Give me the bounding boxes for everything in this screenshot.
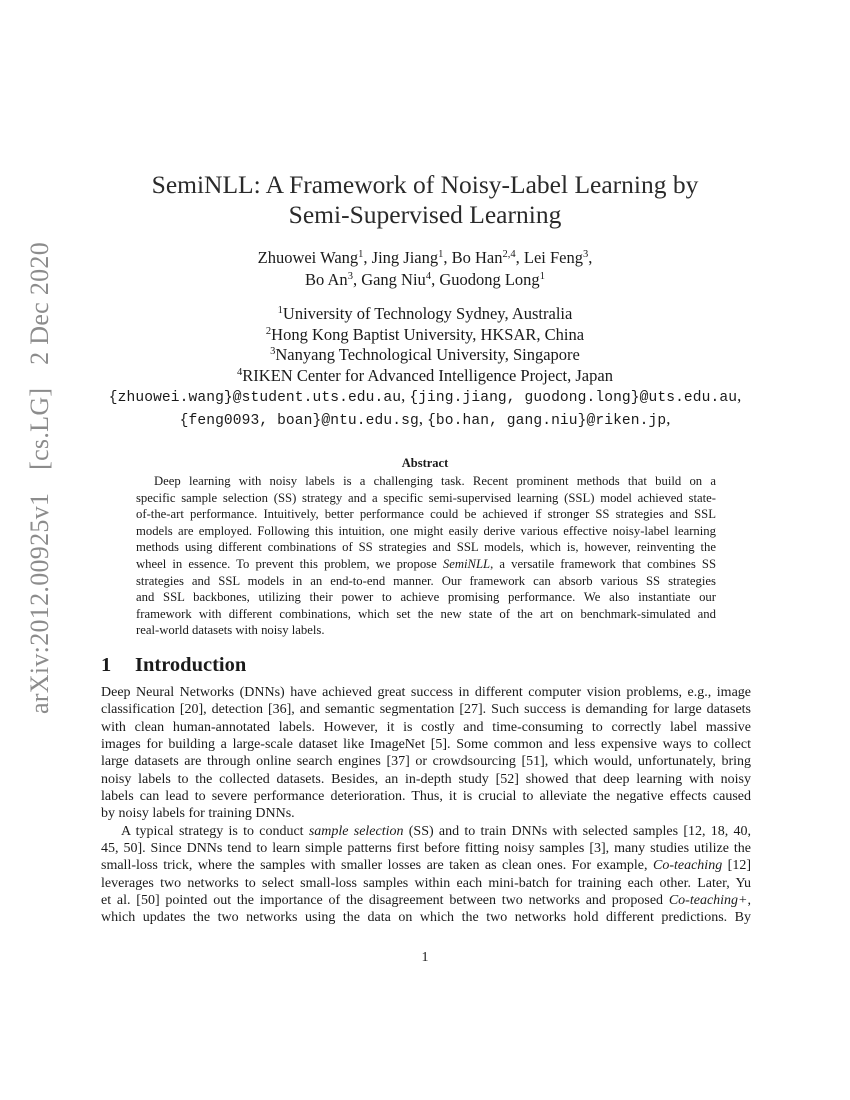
author-affiliation-mark: 1 xyxy=(438,249,444,260)
email-line: {zhuowei.wang}@student.uts.edu.au, {jing.jiang, guodong.long}@uts.edu.au, xyxy=(108,386,742,406)
abstract-line: strategies and SSL models in an end-to-end manner. Our framework can absorb various SS strategies xyxy=(136,573,716,588)
author-list xyxy=(0,247,850,291)
body-line: noisy labels to the collected datasets. Besides, an in-depth study [52] showed that deep learning with noisy xyxy=(101,771,751,787)
section-heading xyxy=(101,654,246,677)
affiliation-line xyxy=(0,345,850,366)
author-name: Jing Jiang xyxy=(371,248,439,267)
abstract-line: of-the-art performance. Intuitively, better performance could be achieved if stronger SS strategies and SSL xyxy=(136,507,716,522)
author-affiliation-mark: 3 xyxy=(347,271,353,282)
abstract-line: models are employed. Following this intuition, one might easily derive various effective noisy-label learning xyxy=(136,523,716,538)
affiliation-text: Hong Kong Baptist University, HKSAR, China xyxy=(271,324,585,344)
abstract-body xyxy=(136,473,716,639)
affiliation-text: Nanyang Technological University, Singapore xyxy=(275,345,580,364)
body-line: with clean human-annotated labels. However, it is costly and time-consuming to correctly label massive xyxy=(101,719,751,735)
author-name: Guodong Long xyxy=(439,270,540,289)
author-affiliation-mark: 1 xyxy=(539,271,545,282)
body-line: 45, 50]. Since DNNs tend to learn simple patterns first before fitting noisy samples [3], many studies utilize the xyxy=(101,841,751,857)
italic-term: Co-teaching xyxy=(652,858,723,874)
affiliation-text: RIKEN Center for Advanced Intelligence Project, Japan xyxy=(242,365,613,385)
author-affiliation-mark: 4 xyxy=(425,271,432,282)
body-line: classification [20], detection [36], and semantic segmentation [27]. Such success is demanding for large datasets xyxy=(101,702,751,718)
email-line: {feng0093, boan}@ntu.edu.sg, {bo.han, gang.niu}@riken.jp, xyxy=(179,408,671,429)
author-row: Zhuowei Wang$^1$, Jing Jiang$^1$, Bo Han$^{2,4}$, Lei Feng$^3$, xyxy=(257,248,593,267)
author-row: Bo An$^3$, Gang Niu$^4$, Guodong Long$^1$ xyxy=(305,270,545,289)
section-body xyxy=(101,684,751,927)
email-address: {bo.han, gang.niu}@riken.jp xyxy=(427,412,667,429)
body-line: A typical strategy is to conduct sample selection (SS) and to train DNNs with selected samples [12, 18, 40, xyxy=(121,823,751,839)
abstract-line: and SSL backbones, utilizing their power to achieve promising performance. We also instantiate our xyxy=(136,590,716,605)
affiliation-number: 1 xyxy=(277,305,283,316)
body-line: which updates the two networks using the data on which the two networks hold different predictions. By xyxy=(101,910,751,926)
body-line: et al. [50] pointed out the importance of the disagreement between two networks and proposed Co-teaching+, xyxy=(101,893,751,909)
paper-title xyxy=(0,170,850,230)
title-line: SemiNLL: A Framework of Noisy-Label Learning by xyxy=(151,170,699,199)
affiliation-line xyxy=(0,366,850,387)
arxiv-id: arXiv:2012.00925v1 xyxy=(25,492,54,715)
author-name: Zhuowei Wang xyxy=(257,248,359,267)
abstract-line: wheel in essence. To prevent this problem, we propose SemiNLL, a versatile framework that combines SS xyxy=(136,556,716,571)
abstract-line: specific sample selection (SS) strategy and a specific semi-supervised learning (SSL) model achieved state- xyxy=(136,490,716,505)
affiliation-line xyxy=(0,304,850,325)
author-name: Gang Niu xyxy=(361,270,426,289)
abstract-line: Deep learning with noisy labels is a challenging task. Recent prominent methods that build on a xyxy=(154,474,716,488)
abstract-line: real-world datasets with noisy labels. xyxy=(136,623,325,638)
arxiv-date: 2 Dec 2020 xyxy=(25,241,54,365)
email-address: {zhuowei.wang}@student.uts.edu.au xyxy=(108,390,402,406)
title-line: Semi-Supervised Learning xyxy=(288,200,562,229)
italic-term: sample selection xyxy=(308,823,404,839)
body-line: large datasets are through online search engines [37] or crowdsourcing [51], which would, unfortunately, bring xyxy=(101,754,751,770)
author-name: Lei Feng xyxy=(523,248,584,267)
email-address: {jing.jiang, guodong.long}@uts.edu.au xyxy=(409,390,738,406)
affiliation-line xyxy=(0,325,850,346)
affiliation-number: 3 xyxy=(270,346,276,357)
affiliation-number: 4 xyxy=(237,366,243,378)
author-affiliation-mark: 1 xyxy=(358,249,364,260)
body-line: small-loss trick, where the samples with smaller losses are taken as clean ones. For example, Co-teaching [12] xyxy=(101,858,751,874)
affiliation-text: University of Technology Sydney, Australia xyxy=(282,304,573,323)
body-line: leverages two networks to select small-loss samples within each mini-batch for training each other. Later, Yu xyxy=(101,875,751,891)
abstract-line: methods using different combinations of SS strategies and SSL models, which is, however, reinventing the xyxy=(136,540,716,555)
abstract-line: framework with different combinations, which set the new state of the art on benchmark-simulated and xyxy=(136,606,716,621)
email-address: {feng0093, boan}@ntu.edu.sg xyxy=(179,412,419,429)
page-number: 1 xyxy=(421,950,429,965)
section-title: Introduction xyxy=(135,654,247,676)
author-name: Bo Han xyxy=(451,248,503,267)
italic-term: Co-teaching+ xyxy=(668,893,748,909)
body-line: images for building a large-scale dataset like ImageNet [5]. Some common and less expensive ways to collect xyxy=(101,737,751,753)
author-name: Bo An xyxy=(305,270,348,289)
affiliation-number: 2 xyxy=(265,325,272,337)
arxiv-category: [cs.LG] xyxy=(25,387,54,470)
italic-term: SemiNLL xyxy=(442,556,491,571)
section-number: 1 xyxy=(101,654,112,676)
abstract-heading: Abstract xyxy=(401,456,449,470)
body-line: Deep Neural Networks (DNNs) have achieved great success in different computer vision problems, e.g., image xyxy=(101,685,751,700)
author-affiliation-mark: 2,4 xyxy=(502,249,516,260)
body-line: labels can lead to severe performance deterioration. Thus, it is crucial to alleviate the negative effects caused xyxy=(101,789,751,805)
author-affiliation-mark: 3 xyxy=(583,249,589,260)
affiliations xyxy=(0,304,850,431)
body-line: by noisy labels for training DNNs. xyxy=(101,806,295,822)
